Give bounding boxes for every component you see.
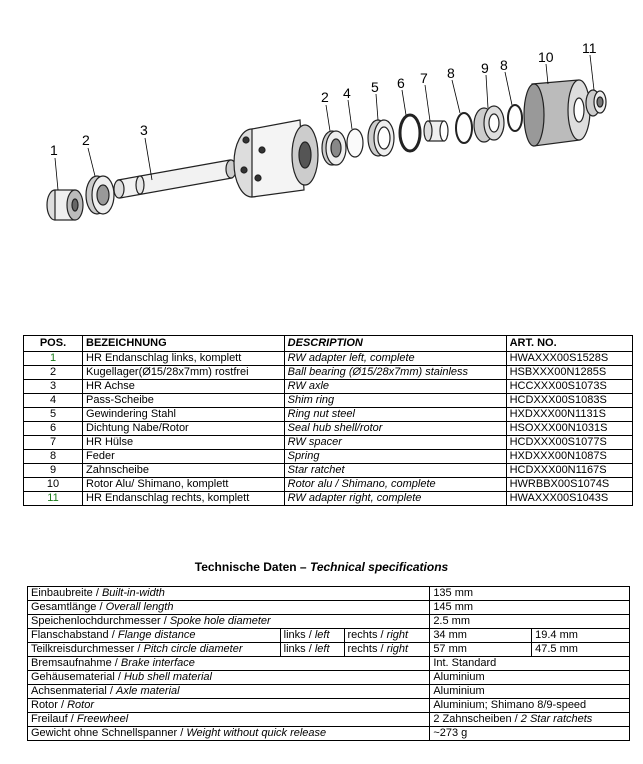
cell-pos: 2 (24, 366, 83, 380)
cell-pos: 7 (24, 436, 83, 450)
cell-pos: 9 (24, 464, 83, 478)
table-row (24, 408, 633, 422)
cell-name: HR Achse (83, 380, 285, 394)
cell-description: Shim ring (284, 394, 506, 408)
cell-description: Star ratchet (284, 464, 506, 478)
specs-title-en: Technical specifications (309, 560, 449, 574)
spec-left-label: links / left (280, 643, 344, 657)
spec-left-label: links / left (280, 629, 344, 643)
callout-9: 9 (481, 60, 489, 76)
cell-pos: 1 (24, 352, 83, 366)
callout-11: 11 (582, 40, 597, 56)
spec-value: 145 mm (430, 601, 630, 615)
spec-label: Rotor / Rotor (28, 699, 430, 713)
callout-3: 3 (140, 122, 148, 138)
callout-1: 1 (50, 142, 58, 158)
spec-value-left: 34 mm (430, 629, 532, 643)
table-row (24, 450, 633, 464)
part-2-bearing-left (86, 176, 114, 214)
header-description: DESCRIPTION (284, 336, 506, 352)
part-1-end-cap-left (47, 190, 83, 220)
table-row (24, 394, 633, 408)
cell-name: Rotor Alu/ Shimano, komplett (83, 478, 285, 492)
table-row (24, 478, 633, 492)
spec-label: Achsenmaterial / Axle material (28, 685, 430, 699)
cell-description: Rotor alu / Shimano, complete (284, 478, 506, 492)
callout-7: 7 (420, 70, 428, 86)
spec-value: 135 mm (430, 587, 630, 601)
cell-name: Dichtung Nabe/Rotor (83, 422, 285, 436)
cell-art-no: HCCXXX00S1073S (506, 380, 632, 394)
callout-8: 8 (447, 65, 455, 81)
spec-label: Bremsaufnahme / Brake interface (28, 657, 430, 671)
callout-5: 5 (371, 79, 379, 95)
specs-table (27, 586, 630, 741)
table-row (28, 657, 630, 671)
cell-art-no: HXDXXX00N1131S (506, 408, 632, 422)
spec-value: Aluminium (430, 671, 630, 685)
callout-4: 4 (343, 85, 351, 101)
cell-description: Ring nut steel (284, 408, 506, 422)
cell-pos: 5 (24, 408, 83, 422)
cell-name: HR Endanschlag rechts, komplett (83, 492, 285, 506)
cell-pos: 3 (24, 380, 83, 394)
cell-name: Pass-Scheibe (83, 394, 285, 408)
callout-2: 2 (82, 132, 90, 148)
cell-pos: 4 (24, 394, 83, 408)
table-row (24, 380, 633, 394)
spec-value: Aluminium; Shimano 8/9-speed (430, 699, 630, 713)
cell-art-no: HWRBBX00S1074S (506, 478, 632, 492)
hub-shell (234, 120, 318, 197)
cell-description: RW axle (284, 380, 506, 394)
table-row (24, 436, 633, 450)
table-row (28, 671, 630, 685)
cell-art-no: HCDXXX00S1083S (506, 394, 632, 408)
spec-value-right: 19.4 mm (532, 629, 630, 643)
cell-art-no: HCDXXX00N1167S (506, 464, 632, 478)
cell-description: Ball bearing (Ø15/28x7mm) stainless (284, 366, 506, 380)
cell-description: RW spacer (284, 436, 506, 450)
cell-art-no: HXDXXX00N1087S (506, 450, 632, 464)
header-bezeichnung: BEZEICHNUNG (83, 336, 285, 352)
parts-table-header (24, 336, 633, 352)
cell-description: RW adapter right, complete (284, 492, 506, 506)
table-row (28, 615, 630, 629)
header-pos: POS. (24, 336, 83, 352)
header-art-no: ART. NO. (506, 336, 632, 352)
table-row (24, 422, 633, 436)
cell-name: Zahnscheibe (83, 464, 285, 478)
spec-value: 2 Zahnscheiben / 2 Star ratchets (430, 713, 630, 727)
spec-label: Freilauf / Freewheel (28, 713, 430, 727)
part-3-axle (114, 160, 236, 198)
spec-label: Gewicht ohne Schnellspanner / Weight without quick release (28, 727, 430, 741)
spec-label: Einbaubreite / Built-in-width (28, 587, 430, 601)
spec-label: Gesamtlänge / Overall length (28, 601, 430, 615)
parts-table (23, 335, 633, 506)
spec-label: Speichenlochdurchmesser / Spoke hole diameter (28, 615, 430, 629)
cell-description: Spring (284, 450, 506, 464)
cell-pos: 6 (24, 422, 83, 436)
cell-art-no: HSBXXX00N1285S (506, 366, 632, 380)
cell-description: RW adapter left, complete (284, 352, 506, 366)
table-row (24, 366, 633, 380)
part-8-spring-right (508, 105, 522, 131)
cell-name: HR Hülse (83, 436, 285, 450)
part-11-end-cap-right (586, 90, 606, 116)
spec-label: Gehäusematerial / Hub shell material (28, 671, 430, 685)
table-row (28, 685, 630, 699)
cell-name: Gewindering Stahl (83, 408, 285, 422)
callout-10: 10 (538, 49, 554, 65)
spec-value-right: 47.5 mm (532, 643, 630, 657)
table-row (24, 352, 633, 366)
table-row (28, 643, 630, 657)
part-8-spring-left (456, 113, 472, 143)
spec-value-left: 57 mm (430, 643, 532, 657)
spec-right-label: rechts / right (344, 643, 430, 657)
table-row (28, 699, 630, 713)
table-row (28, 587, 630, 601)
table-row (24, 492, 633, 506)
part-5-ring-nut (368, 120, 394, 156)
part-6-seal (400, 115, 420, 151)
cell-pos: 8 (24, 450, 83, 464)
cell-name: Kugellager(Ø15/28x7mm) rostfrei (83, 366, 285, 380)
part-4-shim (347, 129, 363, 157)
spec-right-label: rechts / right (344, 629, 430, 643)
cell-name: HR Endanschlag links, komplett (83, 352, 285, 366)
specs-title-de: Technische Daten – (194, 560, 307, 574)
spec-label: Flanschabstand / Flange distance (28, 629, 281, 643)
spec-value: 2.5 mm (430, 615, 630, 629)
spec-value: Aluminium (430, 685, 630, 699)
table-row (28, 601, 630, 615)
callout-2-right: 2 (321, 89, 329, 105)
callout-6: 6 (397, 75, 405, 91)
spec-value: ~273 g (430, 727, 630, 741)
cell-art-no: HWAXXX00S1528S (506, 352, 632, 366)
spec-label: Teilkreisdurchmesser / Pitch circle diameter (28, 643, 281, 657)
cell-name: Feder (83, 450, 285, 464)
cell-art-no: HWAXXX00S1043S (506, 492, 632, 506)
callout-8-right: 8 (500, 57, 508, 73)
part-10-rotor (524, 80, 590, 146)
part-9-star-ratchet (474, 106, 504, 142)
cell-art-no: HSOXXX00N1031S (506, 422, 632, 436)
cell-art-no: HCDXXX00S1077S (506, 436, 632, 450)
table-row (28, 713, 630, 727)
cell-description: Seal hub shell/rotor (284, 422, 506, 436)
cell-pos: 11 (24, 492, 83, 506)
spec-value: Int. Standard (430, 657, 630, 671)
cell-pos: 10 (24, 478, 83, 492)
table-row (28, 629, 630, 643)
part-7-spacer (424, 121, 448, 141)
table-row (28, 727, 630, 741)
part-2-bearing-right (322, 131, 346, 165)
table-row (24, 464, 633, 478)
exploded-view-diagram (0, 0, 643, 300)
specs-title (0, 560, 643, 574)
